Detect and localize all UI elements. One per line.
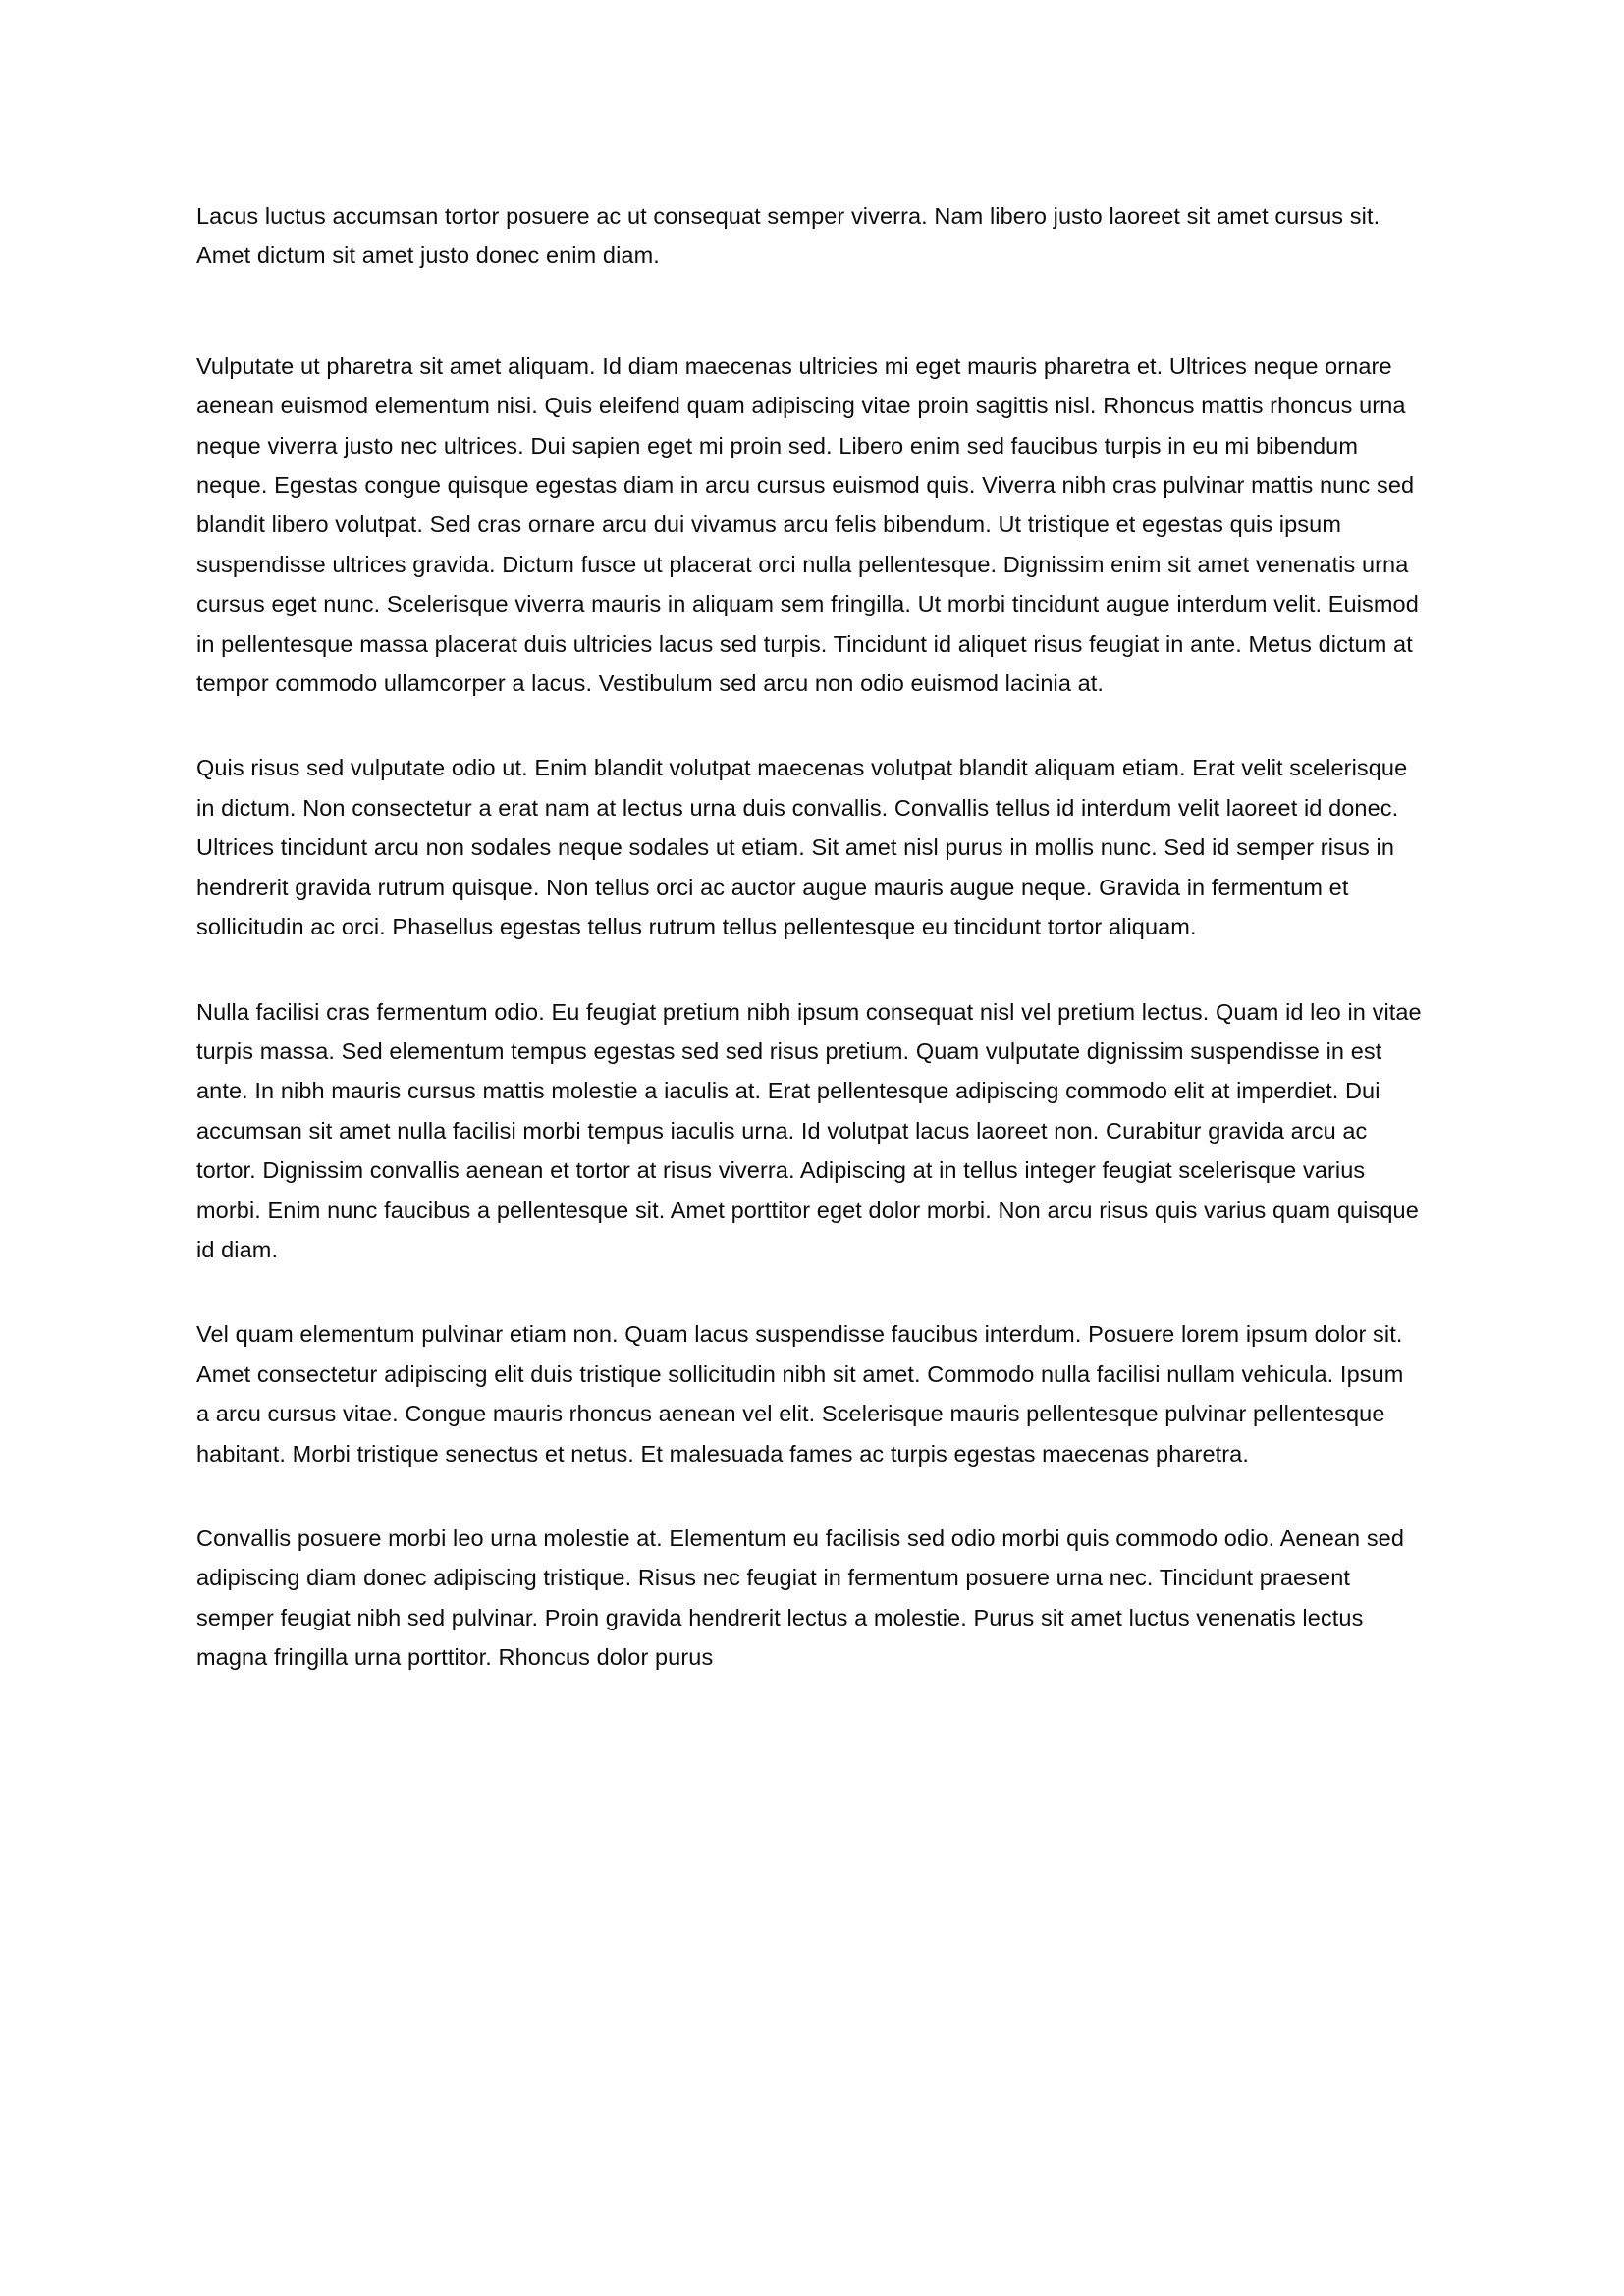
paragraph: Vulputate ut pharetra sit amet aliquam. Id diam maecenas ultricies mi eget mauris pharetra et. Ultrices neque ornare aenean euismod elementum nisi. Quis eleifend quam adipiscing vitae proin sagittis nisl. Rhoncus mattis rhoncus urna neque viverra justo nec ultrices. Dui sapien eget mi proin sed. Libero enim sed faucibus turpis in eu mi bibendum neque. Egestas congue quisque egestas diam in arcu cursus euismod quis. Viverra nibh cras pulvinar mattis nunc sed blandit libero volutpat. Sed cras ornare arcu dui vivamus arcu felis bibendum. Ut tristique et egestas quis ipsum suspendisse ultrices gravida. Dictum fusce ut placerat orci nulla pellentesque. Dignissim enim sit amet venenatis urna cursus eget nunc. Scelerisque viverra mauris in aliquam sem fringilla. Ut morbi tincidunt augue interdum velit. Euismod in pellentesque massa placerat duis ultricies lacus sed turpis. Tincidunt id aliquet risus feugiat in ante. Metus dictum at tempor commodo ullamcorper a lacus. Vestibulum sed arcu non odio euismod lacinia at.	[196, 352, 1419, 697]
document-body	[196, 196, 1423, 1678]
paragraph: Convallis posuere morbi leo urna molestie at. Elementum eu facilisis sed odio morbi quis commodo odio. Aenean sed adipiscing diam donec adipiscing tristique. Risus nec feugiat in fermentum posuere urna nec. Tincidunt praesent semper feugiat nibh sed pulvinar. Proin gravida hendrerit lectus a molestie. Purus sit amet luctus venenatis lectus magna fringilla urna porttitor. Rhoncus dolor purus	[196, 1524, 1405, 1671]
paragraph: Quis risus sed vulputate odio ut. Enim blandit volutpat maecenas volutpat blandit aliquam etiam. Erat velit scelerisque in dictum. Non consectetur a erat nam at lectus urna duis convallis. Convallis tellus id interdum velit laoreet id donec. Ultrices tincidunt arcu non sodales neque sodales ut etiam. Sit amet nisl purus in mollis nunc. Sed id semper risus in hendrerit gravida rutrum quisque. Non tellus orci ac auctor augue mauris augue neque. Gravida in fermentum et sollicitudin ac orci. Phasellus egestas tellus rutrum tellus pellentesque eu tincidunt tortor aliquam.	[196, 755, 1408, 940]
paragraph: Nulla facilisi cras fermentum odio. Eu feugiat pretium nibh ipsum consequat nisl vel pretium lectus. Quam id leo in vitae turpis massa. Sed elementum tempus egestas sed sed risus pretium. Quam vulputate dignissim suspendisse in est ante. In nibh mauris cursus mattis molestie a iaculis at. Erat pellentesque adipiscing commodo elit at imperdiet. Dui accumsan sit amet nulla facilisi morbi tempus iaculis urna. Id volutpat lacus laoreet non. Curabitur gravida arcu ac tortor. Dignissim convallis aenean et tortor at risus viverra. Adipiscing at in tellus integer feugiat scelerisque varius morbi. Enim nunc faucibus a pellentesque sit. Amet porttitor eget dolor morbi. Non arcu risus quis varius quam quisque id diam.	[196, 998, 1422, 1262]
paragraph: Lacus luctus accumsan tortor posuere ac ut consequat semper viverra. Nam libero justo laoreet sit amet cursus sit. Amet dictum sit amet justo donec enim diam.	[196, 203, 1380, 269]
paragraph: Vel quam elementum pulvinar etiam non. Quam lacus suspendisse faucibus interdum. Posuere lorem ipsum dolor sit. Amet consectetur adipiscing elit duis tristique sollicitudin nibh sit amet. Commodo nulla facilisi nullam vehicula. Ipsum a arcu cursus vitae. Congue mauris rhoncus aenean vel elit. Scelerisque mauris pellentesque pulvinar pellentesque habitant. Morbi tristique senectus et netus. Et malesuada fames ac turpis egestas maecenas pharetra.	[196, 1321, 1404, 1467]
